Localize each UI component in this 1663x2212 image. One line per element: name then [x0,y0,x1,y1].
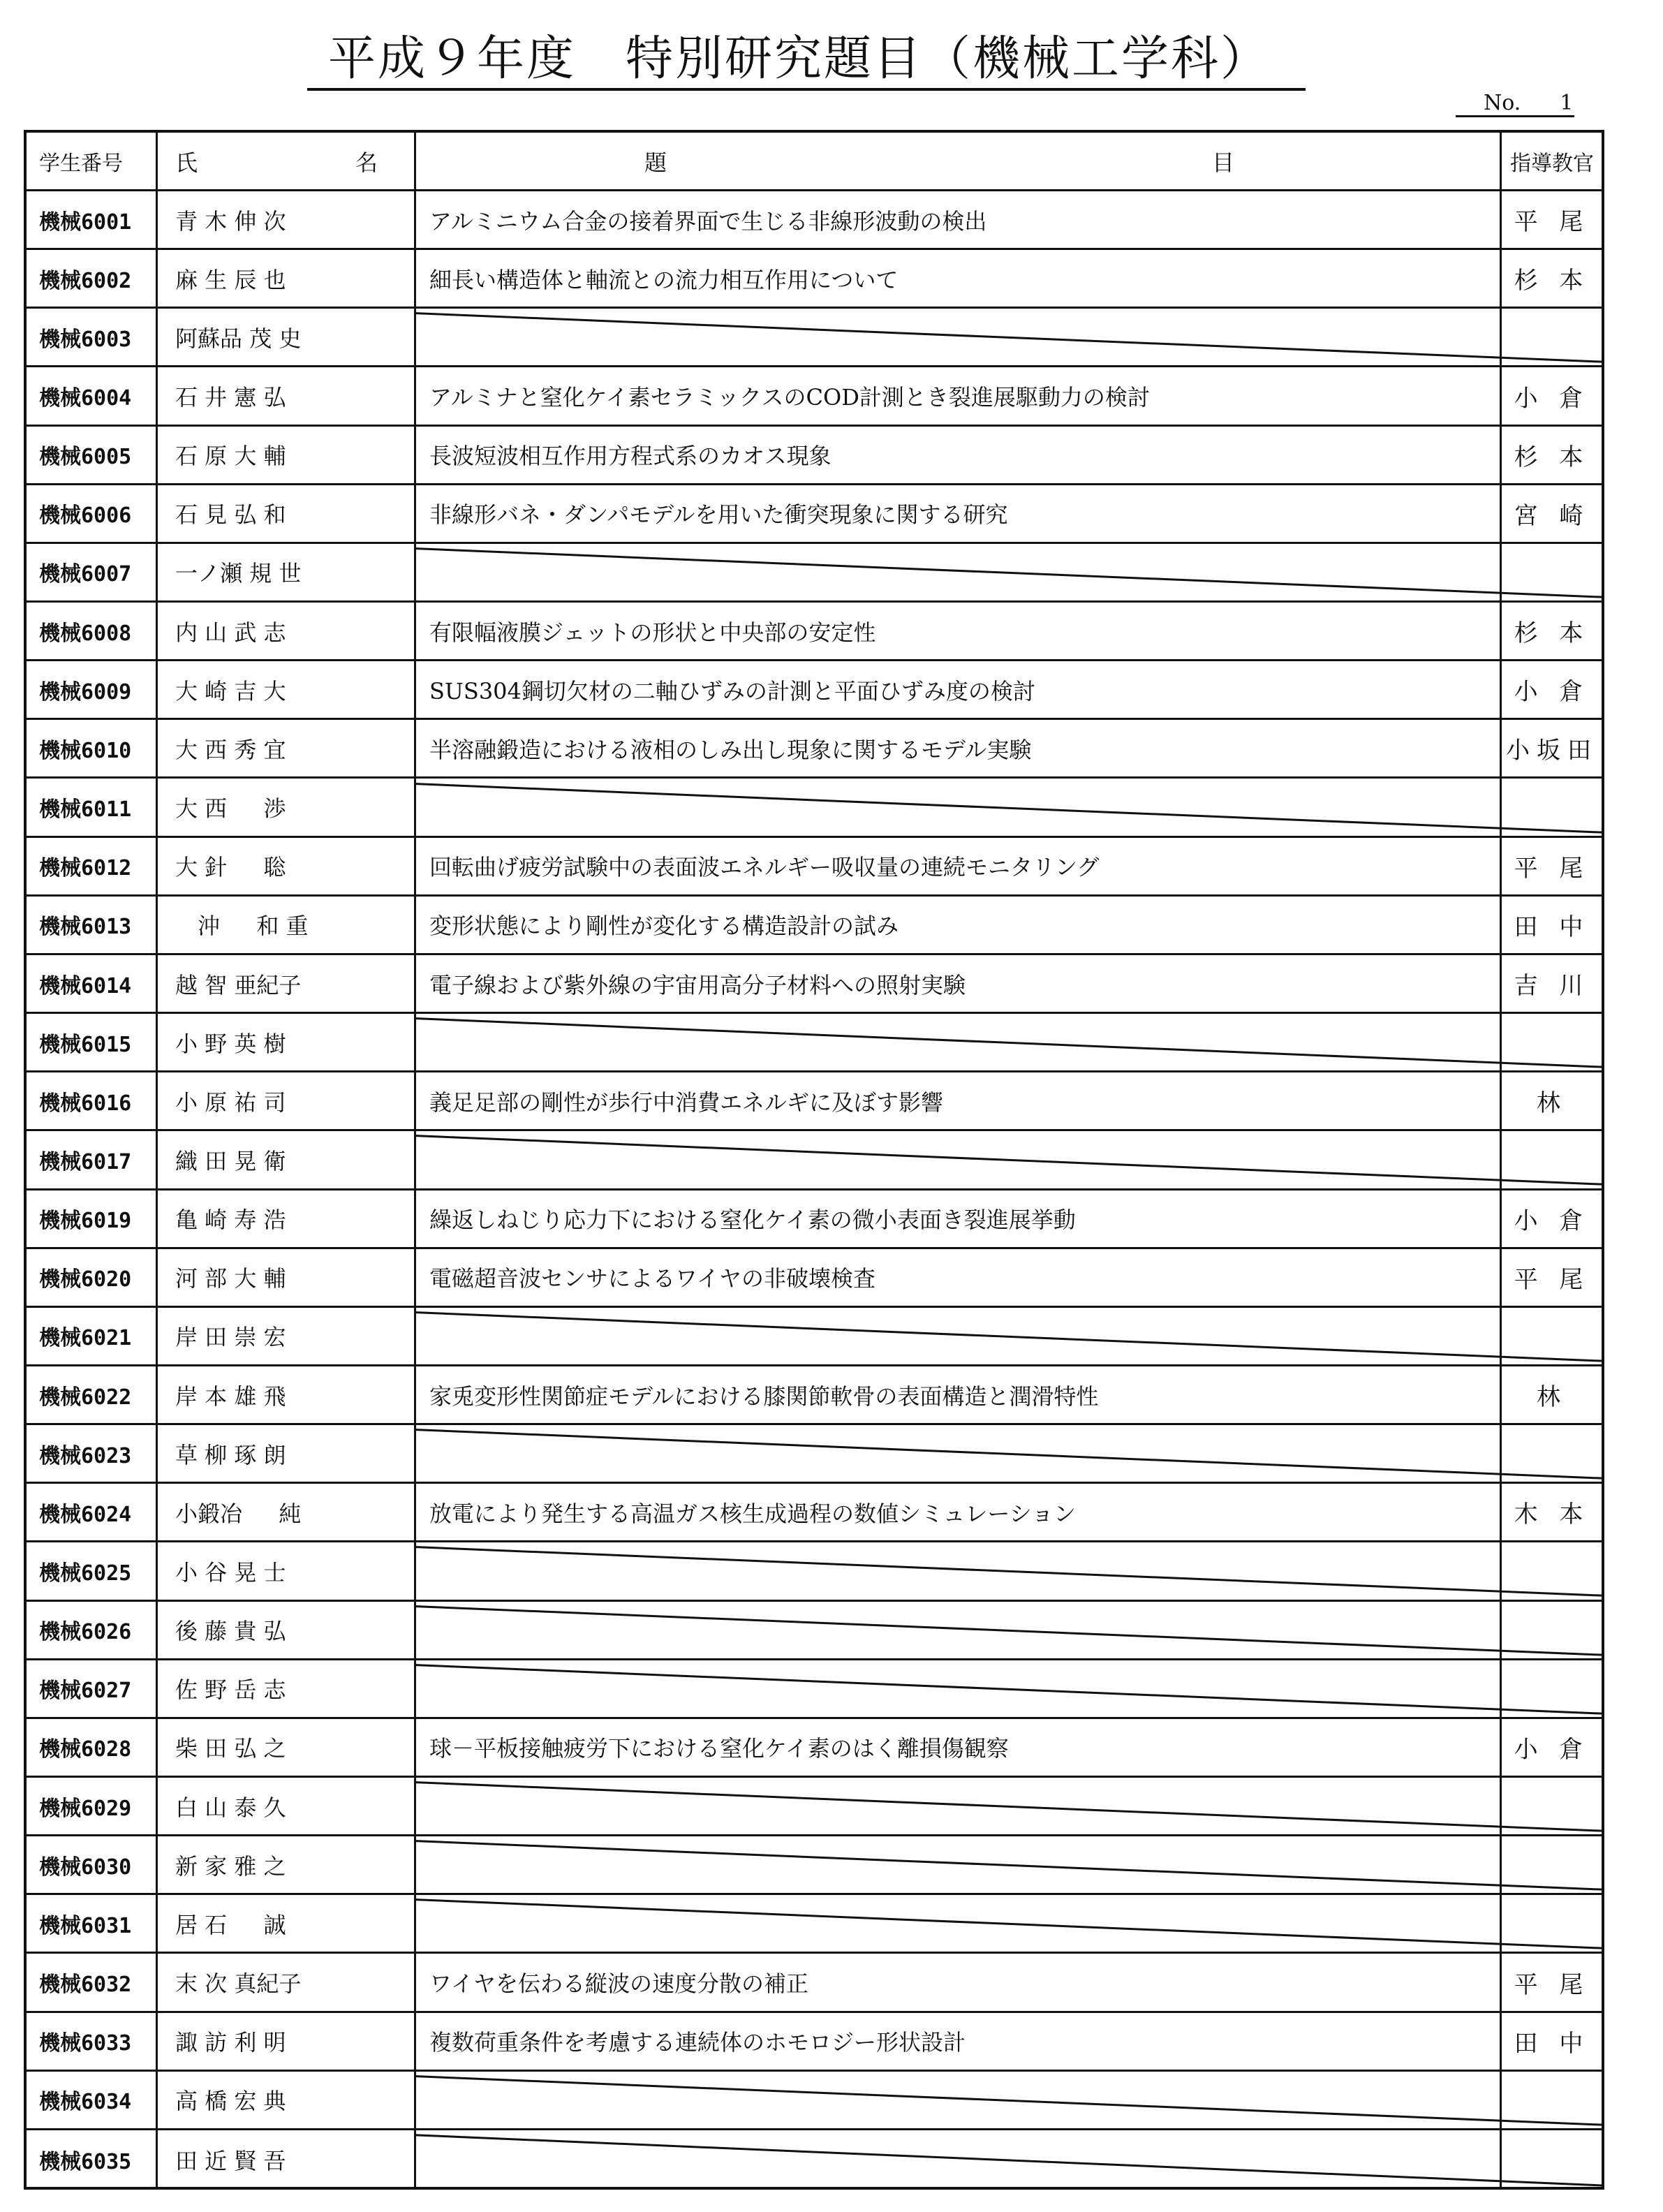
student-id: 機械6020 [39,1267,132,1292]
research-topics-table [24,130,1604,2190]
student-name: 一ノ瀬 規 世 [175,560,302,587]
student-name-cell [156,1366,414,1423]
student-id: 機械6015 [39,1032,132,1057]
table-row [27,1190,1602,1249]
student-name: 大 針 聡 [175,854,286,881]
student-name-cell [156,1190,414,1247]
student-name-cell [156,1425,414,1482]
student-name-cell [156,1014,414,1070]
student-name-cell [156,367,414,424]
table-row [27,1014,1602,1072]
blank-strike-line [414,1425,1604,1482]
student-id: 機械6013 [39,915,132,940]
student-name: 岸 田 崇 宏 [175,1324,286,1351]
table-row [27,1778,1602,1836]
student-name-cell [156,1836,414,1893]
table-row [27,1366,1602,1425]
header-advisor: 指導教官 [1510,151,1594,176]
table-row [27,1249,1602,1308]
research-title: SUS304鋼切欠材の二軸ひずみの計測と平面ひずみ度の検討 [429,677,1035,705]
student-name-cell [156,191,414,248]
table-row [27,544,1602,603]
student-name-cell [156,1131,414,1188]
research-title: 長波短波相互作用方程式系のカオス現象 [429,443,831,470]
research-title: 電磁超音波センサによるワイヤの非破壊検査 [429,1265,876,1292]
table-row [27,1484,1602,1542]
student-id: 機械6029 [39,1796,132,1821]
advisor-name: 田 中 [1514,2029,1590,2058]
student-name-cell [156,1719,414,1776]
student-name: 居 石 誠 [175,1911,286,1938]
header-student-id: 学生番号 [39,151,123,176]
student-id: 機械6009 [39,679,132,705]
research-title: ワイヤを伝わる縦波の速度分散の補正 [429,1970,809,1998]
table-row [27,897,1602,955]
student-name-cell [156,1895,414,1952]
research-title: 半溶融鍛造における液相のしみ出し現象に関するモデル実験 [429,736,1032,763]
student-id: 機械6008 [39,621,132,646]
student-id: 機械6031 [39,1913,132,1938]
table-row [27,1660,1602,1719]
student-name-cell [156,1308,414,1364]
student-id: 機械6025 [39,1561,132,1586]
table-row [27,1719,1602,1778]
advisor-name: 杉 本 [1514,619,1590,648]
research-title: アルミニウム合金の接着界面で生じる非線形波動の検出 [429,207,987,235]
student-name: 末 次 真紀子 [175,1970,302,1998]
advisor-name: 田 中 [1514,913,1590,941]
student-id: 機械6011 [39,797,132,823]
research-title: 球－平板接触疲労下における窒化ケイ素のはく離損傷観察 [429,1735,1009,1762]
student-id: 機械6007 [39,562,132,587]
student-name-cell [156,2013,414,2070]
blank-strike-line [414,1836,1604,1893]
student-name-cell [156,1660,414,1717]
blank-strike-line [414,2130,1604,2189]
student-id: 機械6014 [39,973,132,998]
blank-strike-line [414,1542,1604,1599]
student-name: 草 柳 琢 朗 [175,1441,286,1468]
table-row [27,2072,1602,2130]
student-id: 機械6023 [39,1443,132,1468]
advisor-name: 木 本 [1514,1501,1590,1529]
student-name-cell [156,1954,414,2011]
table-row [27,1954,1602,2013]
student-name-cell [156,2072,414,2128]
research-title: 放電により発生する高温ガス核生成過程の数値シミュレーション [429,1500,1077,1527]
header-name-1: 氏 [175,149,198,176]
student-id: 機械6032 [39,1973,132,1998]
student-name: 沖 和 重 [175,913,309,940]
student-name: 田 近 賢 吾 [175,2148,286,2174]
student-name-cell [156,544,414,600]
research-title: アルミナと窒化ケイ素セラミックスのCOD計測とき裂進展駆動力の検討 [429,384,1150,411]
student-id: 機械6002 [39,268,132,293]
table-header-row [27,133,1602,191]
student-name: 高 橋 宏 典 [175,2088,286,2115]
table-row [27,1131,1602,1190]
advisor-name: 平 尾 [1514,854,1590,883]
student-name-cell [156,897,414,953]
research-title: 有限幅液膜ジェットの形状と中央部の安定性 [429,619,876,646]
student-id: 機械6030 [39,1855,132,1880]
table-row [27,955,1602,1014]
student-name-cell [156,779,414,836]
student-name: 青 木 伸 次 [175,207,286,235]
advisor-name: 小 倉 [1514,1207,1590,1235]
research-title: 回転曲げ疲労試験中の表面波エネルギー吸収量の連続モニタリング [429,854,1100,881]
blank-strike-line [414,544,1604,600]
table-row [27,191,1602,250]
table-row [27,367,1602,426]
research-title: 繰返しねじり応力下における窒化ケイ素の微小表面き裂進展挙動 [429,1207,1076,1234]
student-name-cell [156,485,414,542]
student-name-cell [156,309,414,365]
student-id: 機械6021 [39,1326,132,1351]
student-name-cell [156,427,414,483]
blank-strike-line [414,1308,1604,1364]
table-row [27,1542,1602,1601]
table-row [27,661,1602,720]
table-row [27,1895,1602,1954]
table-row [27,427,1602,485]
student-id: 機械6033 [39,2031,132,2056]
student-id: 機械6016 [39,1091,132,1116]
student-name: 諏 訪 利 明 [175,2029,286,2056]
student-name: 岸 本 雄 飛 [175,1382,286,1410]
blank-strike-line [414,2072,1604,2128]
student-name-cell [156,2130,414,2189]
research-title: 複数荷重条件を考慮する連続体のホモロジー形状設計 [429,2029,966,2056]
student-name: 大 崎 吉 大 [175,677,286,705]
advisor-name: 小 倉 [1514,1735,1590,1764]
student-name-cell [156,1249,414,1306]
blank-strike-line [414,1602,1604,1658]
student-id: 機械6024 [39,1502,132,1527]
research-title: 家兎変形性関節症モデルにおける膝関節軟骨の表面構造と潤滑特性 [429,1382,1099,1410]
table-row [27,1072,1602,1131]
student-name: 後 藤 貴 弘 [175,1618,286,1645]
research-title: 義足足部の剛性が歩行中消費エネルギに及ぼす影響 [429,1089,944,1116]
student-name: 石 井 憲 弘 [175,384,286,411]
advisor-name: 小 倉 [1514,678,1590,707]
page-number [1456,89,1574,117]
student-name-cell [156,1602,414,1658]
table-row [27,485,1602,544]
student-name: 石 原 大 輔 [175,443,286,470]
student-name: 越 智 亜紀子 [175,971,302,998]
blank-strike-line [414,779,1604,836]
research-title: 細長い構造体と軸流との流力相互作用について [429,266,899,293]
student-name: 大 西 秀 宜 [175,736,286,763]
student-id: 機械6003 [39,327,132,352]
student-name: 小 谷 晃 士 [175,1559,286,1586]
student-name: 白 山 泰 久 [175,1794,286,1821]
advisor-name: 宮 崎 [1514,501,1590,530]
student-name: 河 部 大 輔 [175,1265,286,1292]
student-name: 小 野 英 樹 [175,1030,286,1057]
header-name [156,133,414,189]
header-title-1: 題 [644,149,667,176]
student-id: 機械6010 [39,738,132,763]
page-title: 平成９年度 特別研究題目（機械工学科） [307,28,1306,91]
advisor-name: 吉 川 [1514,972,1590,1000]
student-name-cell [156,1542,414,1599]
table-row [27,1425,1602,1484]
student-id: 機械6005 [39,445,132,470]
header-title-2: 目 [1211,149,1234,176]
research-title: 非線形バネ・ダンパモデルを用いた衝突現象に関する研究 [429,501,1008,529]
blank-strike-line [414,1778,1604,1834]
student-name-cell [156,1484,414,1540]
page-number-label: No. [1484,91,1521,115]
advisor-name: 平 尾 [1514,1970,1590,1999]
advisor-name: 平 尾 [1514,208,1590,237]
student-id: 機械6006 [39,503,132,529]
student-name: 新 家 雅 之 [175,1852,286,1880]
table-row [27,1308,1602,1366]
student-name-cell [156,720,414,776]
student-name: 内 山 武 志 [175,619,286,646]
table-row [27,603,1602,661]
advisor-name: 林 [1537,1383,1567,1412]
student-id: 機械6028 [39,1737,132,1762]
research-title: 変形状態により剛性が変化する構造設計の試み [429,913,899,940]
header-title [414,133,1500,189]
student-name: 佐 野 岳 志 [175,1676,286,1704]
advisor-name: 林 [1537,1089,1567,1118]
student-name: 亀 崎 寿 浩 [175,1207,286,1234]
student-name: 阿蘇品 茂 史 [175,325,302,352]
table-row [27,720,1602,779]
student-id: 機械6017 [39,1149,132,1174]
header-name-2: 名 [355,149,378,176]
student-id: 機械6027 [39,1679,132,1704]
student-name-cell [156,838,414,894]
student-name-cell [156,250,414,307]
table-row [27,250,1602,309]
blank-strike-line [414,1131,1604,1188]
student-name: 柴 田 弘 之 [175,1735,286,1762]
blank-strike-line [414,1660,1604,1717]
table-row [27,2013,1602,2072]
student-name-cell [156,955,414,1012]
student-name-cell [156,603,414,659]
student-name: 大 西 渉 [175,795,286,823]
student-id: 機械6026 [39,1620,132,1645]
table-row [27,1602,1602,1660]
research-title: 電子線および紫外線の宇宙用高分子材料への照射実験 [429,971,966,998]
student-id: 機械6022 [39,1385,132,1410]
student-id: 機械6019 [39,1209,132,1234]
blank-strike-line [414,1014,1604,1070]
table-row [27,1836,1602,1895]
advisor-name: 平 尾 [1514,1265,1590,1294]
page-number-value: 1 [1560,91,1574,115]
blank-strike-line [414,1895,1604,1952]
student-name-cell [156,1072,414,1129]
student-name: 石 見 弘 和 [175,501,286,529]
blank-strike-line [414,309,1604,365]
advisor-name: 杉 本 [1514,443,1590,471]
advisor-name: 小 倉 [1514,384,1590,413]
table-row [27,309,1602,367]
student-name-cell [156,1778,414,1834]
student-name: 小 原 祐 司 [175,1089,286,1116]
student-id: 機械6035 [39,2150,132,2174]
student-id: 機械6012 [39,856,132,881]
table-row [27,779,1602,838]
student-name: 麻 生 辰 也 [175,266,286,293]
student-name: 織 田 晃 衛 [175,1147,286,1174]
student-id: 機械6034 [39,2090,132,2115]
advisor-name: 杉 本 [1514,267,1590,295]
table-row [27,2130,1602,2189]
student-id: 機械6001 [39,209,132,235]
student-id: 機械6004 [39,386,132,411]
table-row [27,838,1602,897]
advisor-name: 小坂田 [1506,737,1598,765]
student-name: 小鍛冶 純 [175,1500,302,1527]
student-name-cell [156,661,414,718]
